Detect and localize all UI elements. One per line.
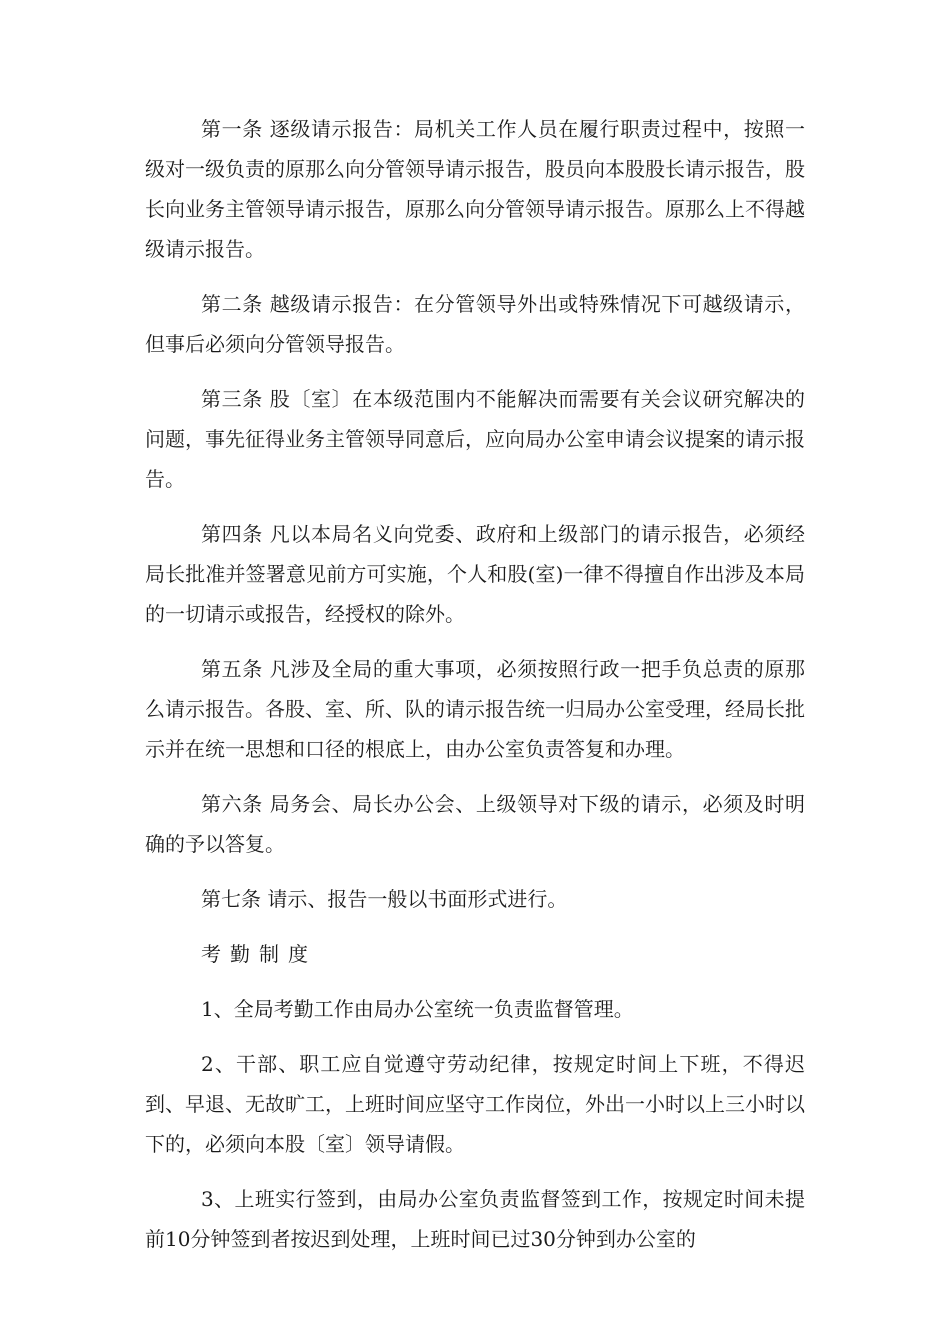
- attendance-item-3: 3、上班实行签到，由局办公室负责监督签到工作，按规定时间未提前10分钟签到者按迟到处理，上班时间已过30分钟到办公室的: [145, 1187, 805, 1251]
- article-4: 第四条 凡以本局名义向党委、政府和上级部门的请示报告，必须经局长批准并签署意见前方可实施，个人和股(室)一律不得擅自作出涉及本局的一切请示或报告，经授权的除外。: [145, 522, 805, 626]
- article-7: 第七条 请示、报告一般以书面形式进行。: [201, 887, 568, 911]
- article-5: 第五条 凡涉及全局的重大事项，必须按照行政一把手负总责的原那么请示报告。各股、室、所、队的请示报告统一归局办公室受理，经局长批示并在统一思想和口径的根底上，由办公室负责答复和办理。: [145, 657, 805, 761]
- article-3: 第三条 股〔室〕在本级范围内不能解决而需要有关会议研究解决的问题，事先征得业务主管领导同意后，应向局办公室申请会议提案的请示报告。: [145, 387, 805, 491]
- attendance-item-1: 1、全局考勤工作由局办公室统一负责监督管理。: [201, 997, 634, 1021]
- attendance-item-2: 2、干部、职工应自觉遵守劳动纪律，按规定时间上下班，不得迟到、早退、无故旷工，上班时间应坚守工作岗位，外出一小时以上三小时以下的，必须向本股〔室〕领导请假。: [145, 1052, 805, 1156]
- article-1: 第一条 逐级请示报告：局机关工作人员在履行职责过程中，按照一级对一级负责的原那么向分管领导请示报告，股员向本股股长请示报告，股长向业务主管领导请示报告，原那么向分管领导请示报告。原那么上不得越级请示报告。: [145, 117, 805, 261]
- section-heading: 考勤制度: [201, 942, 317, 966]
- article-2: 第二条 越级请示报告：在分管领导外出或特殊情况下可越级请示，但事后必须向分管领导报告。: [145, 292, 805, 356]
- article-6: 第六条 局务会、局长办公会、上级领导对下级的请示，必须及时明确的予以答复。: [145, 792, 805, 856]
- document-body: [145, 109, 805, 1274]
